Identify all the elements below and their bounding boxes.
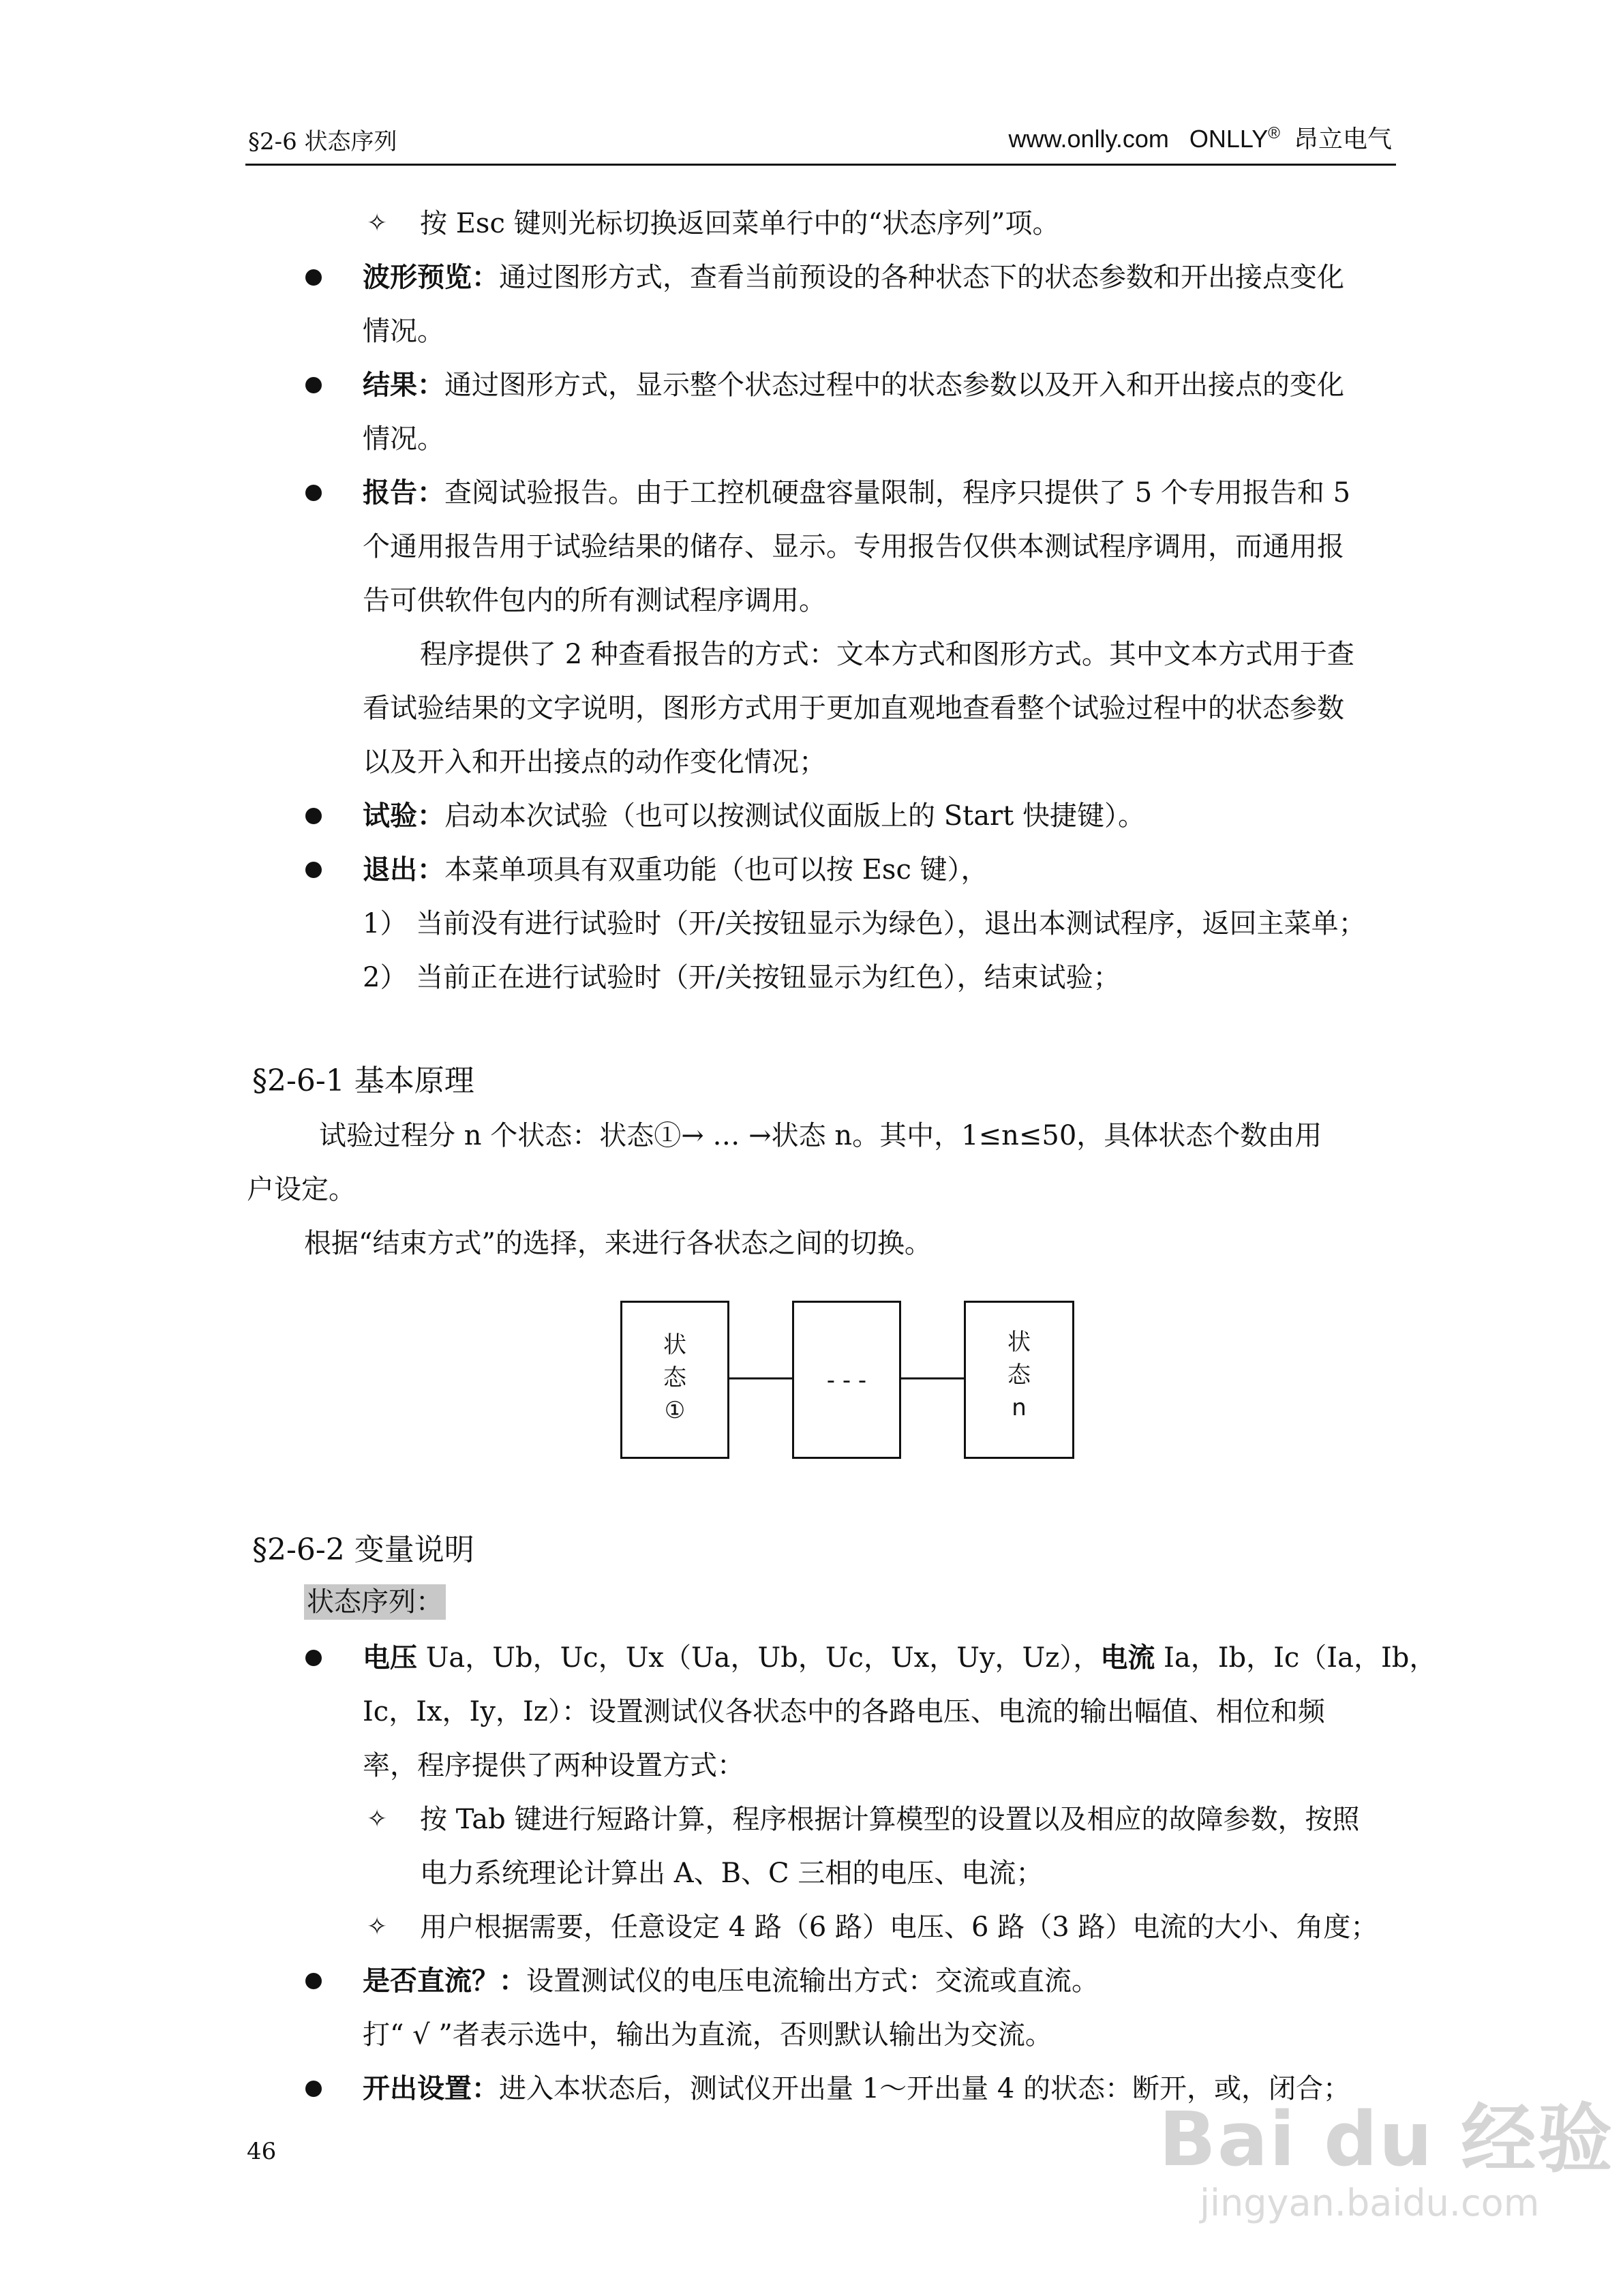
header-brand-name: ONLLY	[1189, 125, 1269, 153]
bullet-icon	[305, 862, 322, 878]
bullet-icon	[305, 1973, 322, 1989]
baidu-watermark	[1159, 2072, 1614, 2243]
state-1-box	[620, 1301, 729, 1459]
exit-sub-1: 1） 当前没有进行试验时（开/关按钮显示为绿色），退出本测试程序，返回主菜单；	[363, 908, 1366, 939]
test-text: 启动本次试验（也可以按测试仪面版上的 Start 快捷键）。	[444, 800, 1145, 832]
waveform-text: 通过图形方式，查看当前预设的各种状态下的状态参数和开出接点变化	[499, 262, 1344, 293]
report-label: 报告：	[363, 477, 444, 509]
state-1-label-3: ①	[664, 1397, 686, 1424]
page-header	[245, 116, 1396, 166]
output-label: 开出设置：	[363, 2072, 499, 2104]
current-label: 电流	[1100, 1642, 1155, 1674]
test-item	[363, 798, 1145, 834]
principle-line-3: 根据“结束方式”的选择，来进行各状态之间的切换。	[304, 1228, 932, 1259]
bullet-icon	[305, 808, 322, 824]
current-text: Ia，Ib，Ic（Ia，Ib，	[1155, 1642, 1437, 1674]
user-setting-line: 用户根据需要，任意设定 4 路（6 路）电压、6 路（3 路）电流的大小、角度；	[420, 1912, 1378, 1943]
state-n-label-1: 状	[1007, 1329, 1031, 1356]
report-text-line2: 个通用报告用于试验结果的储存、显示。专用报告仅供本测试程序调用，而通用报	[363, 531, 1344, 562]
report-para2-line2: 看试验结果的文字说明，图形方式用于更加直观地查看整个试验过程中的状态参数	[363, 693, 1344, 724]
waveform-text-cont: 情况。	[363, 316, 444, 347]
result-label: 结果：	[363, 369, 444, 401]
header-section-label: §2-6 状态序列	[248, 128, 397, 155]
header-company-name: 昂立电气	[1293, 125, 1392, 153]
bullet-icon	[305, 1650, 322, 1666]
bullet-icon	[305, 2081, 322, 2097]
report-para2-line1: 程序提供了 2 种查看报告的方式：文本方式和图形方式。其中文本方式用于查	[420, 639, 1354, 670]
result-text-cont: 情况。	[363, 423, 444, 455]
report-item	[363, 475, 1350, 511]
state-n-label-2: 态	[1007, 1361, 1031, 1389]
watermark-url: jingyan.baidu.com	[1200, 2181, 1540, 2224]
output-text: 进入本状态后，测试仪开出量 1～开出量 4 的状态：断开，或，闭合；	[499, 2073, 1351, 2104]
diamond-bullet-icon: ✧	[367, 1913, 388, 1941]
voltage-current-line3: 率，程序提供了两种设置方式：	[363, 1750, 744, 1781]
tab-calc-line1: 按 Tab 键进行短路计算，程序根据计算模型的设置以及相应的故障参数，按照	[420, 1804, 1360, 1835]
voltage-current-item	[363, 1640, 1436, 1676]
exit-item	[363, 852, 988, 888]
report-text: 查阅试验报告。由于工控机硬盘容量限制，程序只提供了 5 个专用报告和 5	[444, 477, 1351, 509]
dc-text: 设置测试仪的电压电流输出方式：交流或直流。	[526, 1965, 1099, 1997]
dc-note: 打“ √ ”者表示选中，输出为直流，否则默认输出为交流。	[363, 2019, 1052, 2051]
state-flow-diagram	[539, 1282, 1111, 1507]
voltage-current-line2: Ic，Ix，Iy，Iz）：设置测试仪各状态中的各路电压、电流的输出幅值、相位和频	[363, 1696, 1325, 1727]
exit-sub-2: 2） 当前正在进行试验时（开/关按钮显示为红色），结束试验；	[363, 962, 1121, 993]
bullet-icon	[305, 485, 322, 501]
state-1-label-1: 状	[663, 1331, 686, 1359]
principle-line-1: 试验过程分 n 个状态：状态①→ … →状态 n。其中，1≤n≤50，具体状态个数由用	[319, 1120, 1322, 1151]
page-number: 46	[247, 2138, 277, 2165]
waveform-item	[363, 260, 1344, 295]
section-title-principle: §2-6-1 基本原理	[252, 1063, 474, 1098]
section-title-variables: §2-6-2 变量说明	[252, 1532, 474, 1567]
header-brand	[1008, 120, 1392, 155]
result-item	[363, 367, 1344, 403]
diamond-bullet-icon: ✧	[367, 209, 388, 237]
voltage-text: Ua，Ub，Uc，Ux（Ua，Ub，Uc，Ux，Uy，Uz），	[417, 1642, 1101, 1674]
waveform-label: 波形预览：	[363, 261, 499, 293]
state-sequence-subhead: 状态序列：	[304, 1584, 446, 1620]
diamond-bullet-icon: ✧	[367, 1805, 388, 1833]
exit-label: 退出：	[363, 854, 444, 886]
report-para2-line3: 以及开入和开出接点的动作变化情况；	[363, 746, 826, 778]
esc-note: 按 Esc 键则光标切换返回菜单行中的“状态序列”项。	[420, 208, 1060, 239]
header-site-url: www.onlly.com	[1008, 125, 1169, 153]
voltage-label: 电压	[363, 1642, 417, 1674]
test-label: 试验：	[363, 800, 444, 832]
state-1-label-2: 态	[663, 1364, 686, 1391]
registered-mark: ®	[1268, 124, 1280, 142]
bullet-icon	[305, 377, 322, 393]
ellipsis-label: - - -	[826, 1367, 867, 1394]
report-text-line3: 告可供软件包内的所有测试程序调用。	[363, 585, 826, 616]
dc-item	[363, 1963, 1099, 1999]
tab-calc-line2: 电力系统理论计算出 A、B、C 三相的电压、电流；	[420, 1858, 1044, 1889]
state-n-box	[964, 1301, 1074, 1459]
dc-label: 是否直流？：	[363, 1965, 526, 1997]
result-text: 通过图形方式，显示整个状态过程中的状态参数以及开入和开出接点的变化	[444, 369, 1344, 401]
principle-line-2: 户设定。	[247, 1174, 356, 1205]
state-n-label-3: n	[1012, 1394, 1027, 1421]
watermark-brand: Bai du 经验	[1159, 2096, 1614, 2183]
exit-text: 本菜单项具有双重功能（也可以按 Esc 键），	[444, 854, 988, 886]
bullet-icon	[305, 269, 322, 286]
state-ellipsis-box	[792, 1301, 901, 1459]
